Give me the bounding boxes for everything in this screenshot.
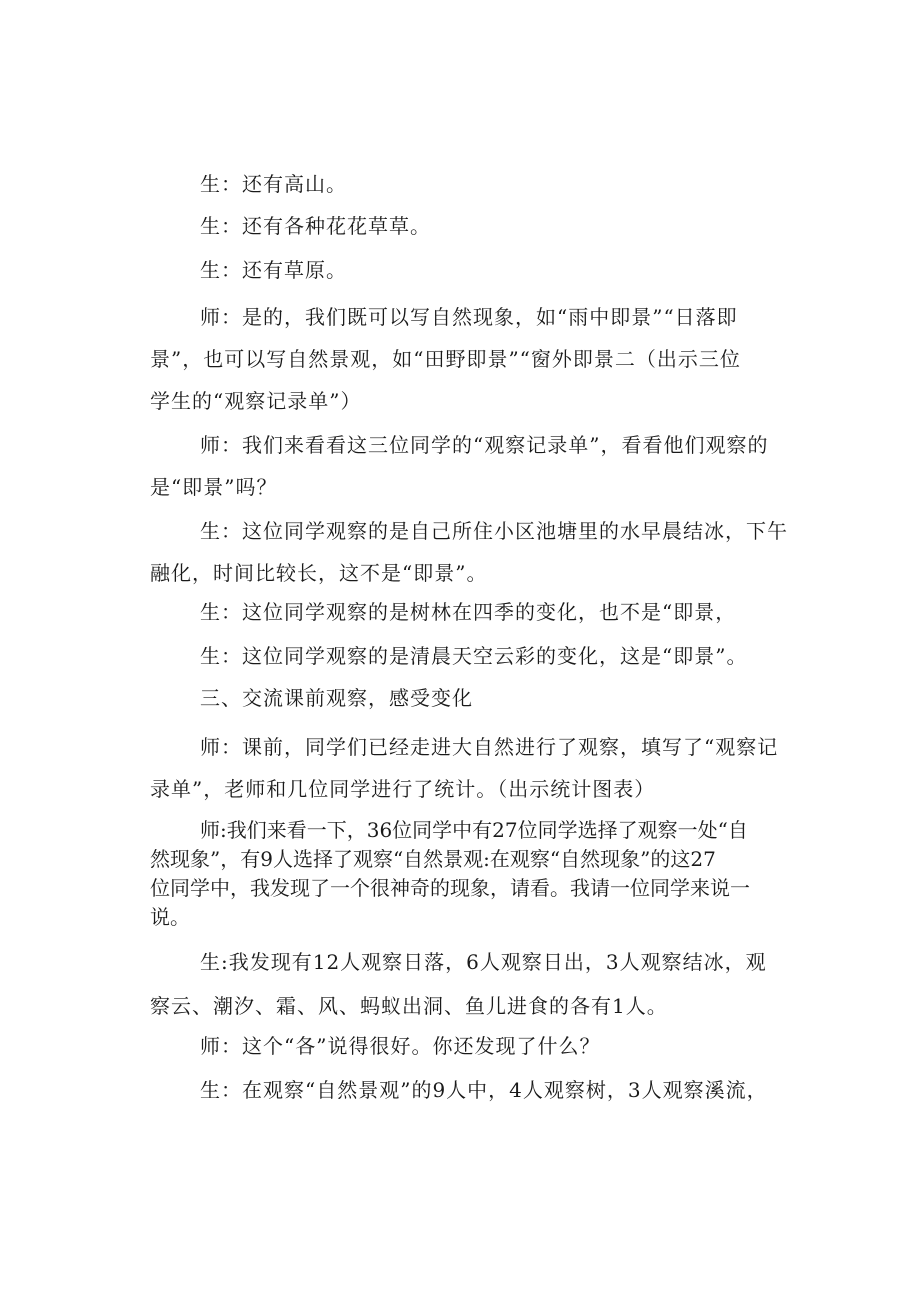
paragraph: [150, 254, 802, 283]
text-line: 生:我发现有12人观察日落，6人观察日出，3人观察结冰，观: [200, 950, 767, 974]
text-line: 生：还有高山。: [200, 172, 347, 196]
text-line: 景”，也可以写自然景观，如“田野即景”“窗外即景二（出示三位: [150, 347, 741, 371]
paragraph: [150, 168, 802, 197]
paragraph: [150, 210, 802, 239]
paragraph: [150, 510, 802, 594]
text-line: 是“即景”吗？: [150, 475, 278, 499]
text-line: 师：是的，我们既可以写自然现象，如“雨中即景”“日落即: [200, 305, 738, 329]
paragraph: [150, 1074, 802, 1103]
text-line: 生：这位同学观察的是清晨天空云彩的变化，这是“即景”。: [200, 644, 748, 668]
paragraph: [150, 424, 802, 508]
paragraph: [150, 596, 802, 625]
text-line: 然现象”，有9人选择了观察“自然景观:在观察“自然现象”的这27: [150, 847, 716, 871]
text-line: 生：还有各种花花草草。: [200, 214, 431, 238]
text-line: 位同学中，我发现了一个很神奇的现象，请看。我请一位同学来说一: [150, 876, 750, 900]
paragraph: [150, 816, 802, 932]
text-line: 生：还有草原。: [200, 258, 347, 282]
text-line: 说。: [150, 905, 190, 929]
text-line: 察云、潮汐、霜、风、蚂蚁出洞、鱼儿进食的各有1人。: [150, 994, 668, 1018]
text-line: 录单”，老师和几位同学进行了统计。（出示统计图表）: [150, 777, 656, 801]
paragraph: [150, 726, 802, 810]
paragraph: [150, 1030, 802, 1059]
paragraph: [150, 940, 802, 1028]
text-line: 三、交流课前观察，感受变化: [200, 686, 473, 710]
text-line: 生：在观察“自然景观”的9人中，4人观察树，3人观察溪流，: [200, 1078, 768, 1102]
text-line: 生：这位同学观察的是自己所住小区池塘里的水早晨结冰，下午: [200, 519, 788, 543]
text-line: 师:我们来看一下，36位同学中有27位同学选择了观察一处“自: [200, 818, 748, 842]
section-heading: [150, 682, 802, 711]
text-line: 师：课前，同学们已经走进大自然进行了观察，填写了“观察记: [200, 735, 779, 759]
text-line: 师：这个“各”说得很好。你还发现了什么？: [200, 1034, 601, 1058]
text-line: 师：我们来看看这三位同学的“观察记录单”，看看他们观察的: [200, 433, 769, 457]
text-line: 生：这位同学观察的是树林在四季的变化，也不是“即景，: [200, 600, 737, 624]
text-line: 融化，时间比较长，这不是“即景”。: [150, 561, 488, 585]
paragraph: [150, 296, 802, 422]
paragraph: [150, 640, 802, 669]
text-line: 学生的“观察记录单”）: [150, 389, 362, 413]
